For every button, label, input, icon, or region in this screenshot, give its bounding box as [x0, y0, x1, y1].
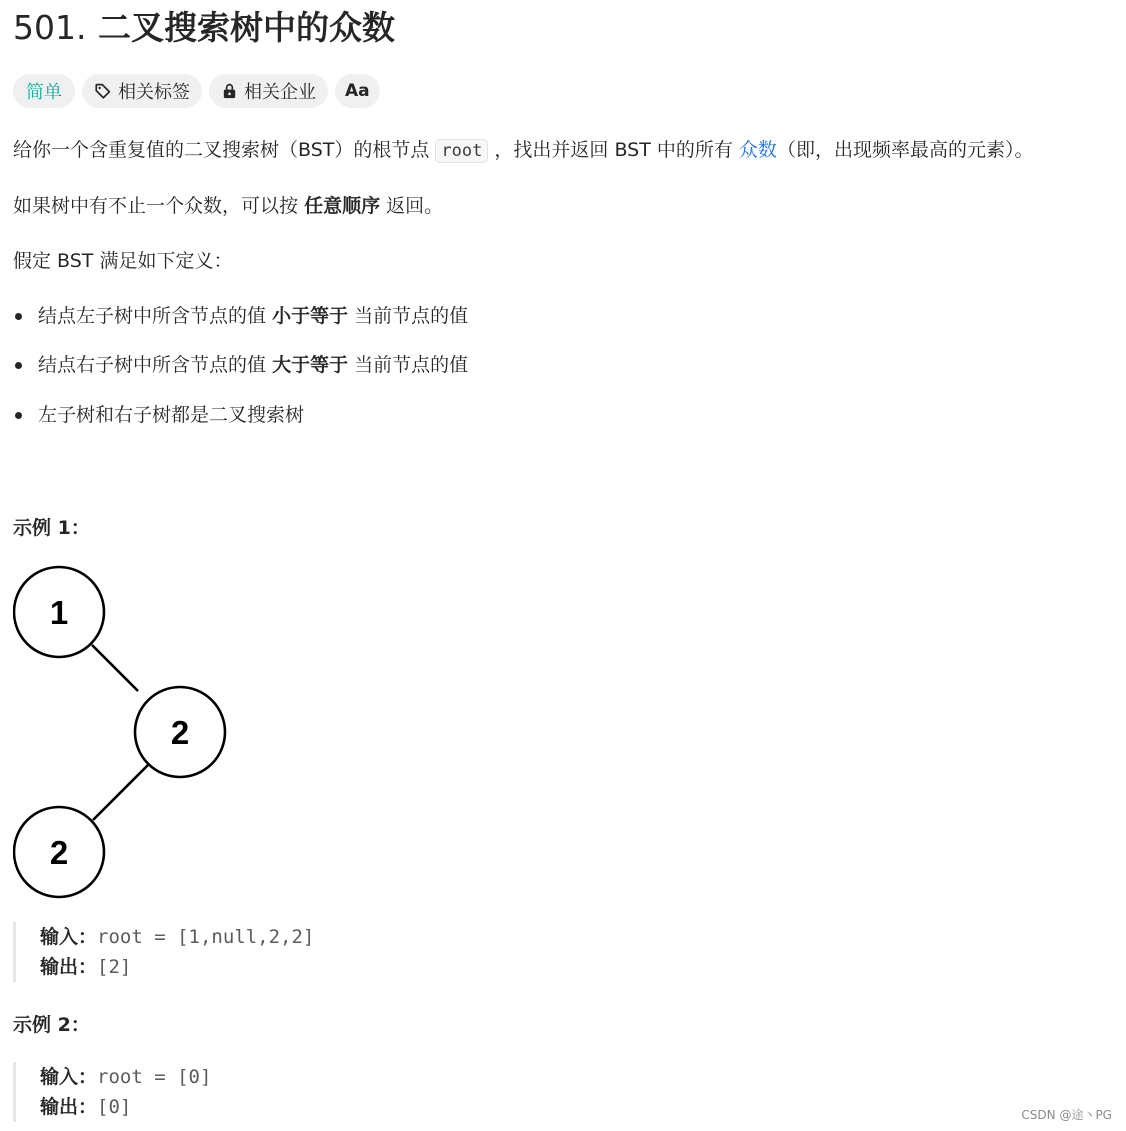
example-1-input-line: [40, 922, 314, 952]
example-2-output-line: [40, 1092, 211, 1122]
desc-text: 给你一个含重复值的二叉搜索树（BST）的根节点: [13, 139, 430, 161]
watermark: CSDN @途丶PG: [1021, 1108, 1112, 1122]
problem-title: 二叉搜索树中的众数: [97, 8, 395, 47]
related-companies-button[interactable]: [209, 74, 328, 108]
output-label: 输出：: [40, 956, 98, 978]
output-value: [0]: [97, 1096, 132, 1118]
tag-bar: [13, 74, 380, 108]
tag-icon: [94, 82, 112, 100]
lock-icon: [221, 82, 238, 100]
list-text: 左子树和右子树都是二叉搜索树: [38, 404, 305, 426]
desc-text: 如果树中有不止一个众数，可以按: [13, 195, 299, 217]
example-1-io-block: [13, 922, 314, 982]
example-2-title: 示例 2：: [13, 1014, 90, 1036]
list-item: [13, 401, 304, 429]
difficulty-badge[interactable]: [13, 74, 75, 108]
example-1-tree-diagram: [13, 564, 228, 900]
desc-text: （即，出现频率最高的元素）。: [776, 139, 1034, 161]
desc-text: 返回。: [386, 195, 444, 217]
problem-number: 501.: [13, 8, 87, 47]
list-text: 结点右子树中所含节点的值: [38, 354, 267, 376]
bullet: [15, 412, 22, 419]
description-paragraph-1: [13, 136, 1033, 165]
mode-link[interactable]: 众数: [738, 139, 777, 161]
page-title: [13, 6, 395, 50]
list-item: [13, 351, 468, 379]
list-text: 当前节点的值: [354, 305, 469, 327]
input-value: root = [1,null,2,2]: [97, 926, 315, 948]
example-2-io-block: [13, 1062, 211, 1122]
difficulty-label: 简单: [26, 82, 62, 103]
description-paragraph-2: [13, 192, 443, 220]
desc-text: ，找出并返回 BST 中的所有: [494, 139, 733, 161]
related-tags-label: 相关标签: [118, 82, 190, 103]
list-bold: 大于等于: [272, 354, 349, 376]
list-bold: 小于等于: [272, 305, 349, 327]
input-value: root = [0]: [97, 1066, 212, 1088]
translate-button[interactable]: [335, 74, 380, 108]
output-label: 输出：: [40, 1096, 98, 1118]
input-label: 输入：: [40, 926, 98, 948]
tree-edge: [92, 645, 138, 691]
tree-node-label: 2: [170, 714, 190, 751]
tree-node-label: 1: [49, 594, 69, 631]
example-1-title: 示例 1：: [13, 517, 90, 539]
input-label: 输入：: [40, 1066, 98, 1088]
tree-node-label: 2: [49, 834, 69, 871]
list-text: 结点左子树中所含节点的值: [38, 305, 267, 327]
inline-code-root: root: [435, 139, 488, 163]
translate-icon: Aa: [345, 81, 370, 101]
list-item: [13, 302, 468, 330]
related-tags-button[interactable]: [82, 74, 202, 108]
bold-any-order: 任意顺序: [304, 195, 381, 217]
list-text: 当前节点的值: [354, 354, 469, 376]
example-1-output-line: [40, 952, 314, 982]
related-companies-label: 相关企业: [244, 82, 316, 103]
tree-edge: [93, 765, 148, 820]
description-paragraph-3: 假定 BST 满足如下定义：: [13, 250, 233, 272]
bullet: [15, 362, 22, 369]
bullet: [15, 313, 22, 320]
example-2-input-line: [40, 1062, 211, 1092]
output-value: [2]: [97, 956, 132, 978]
